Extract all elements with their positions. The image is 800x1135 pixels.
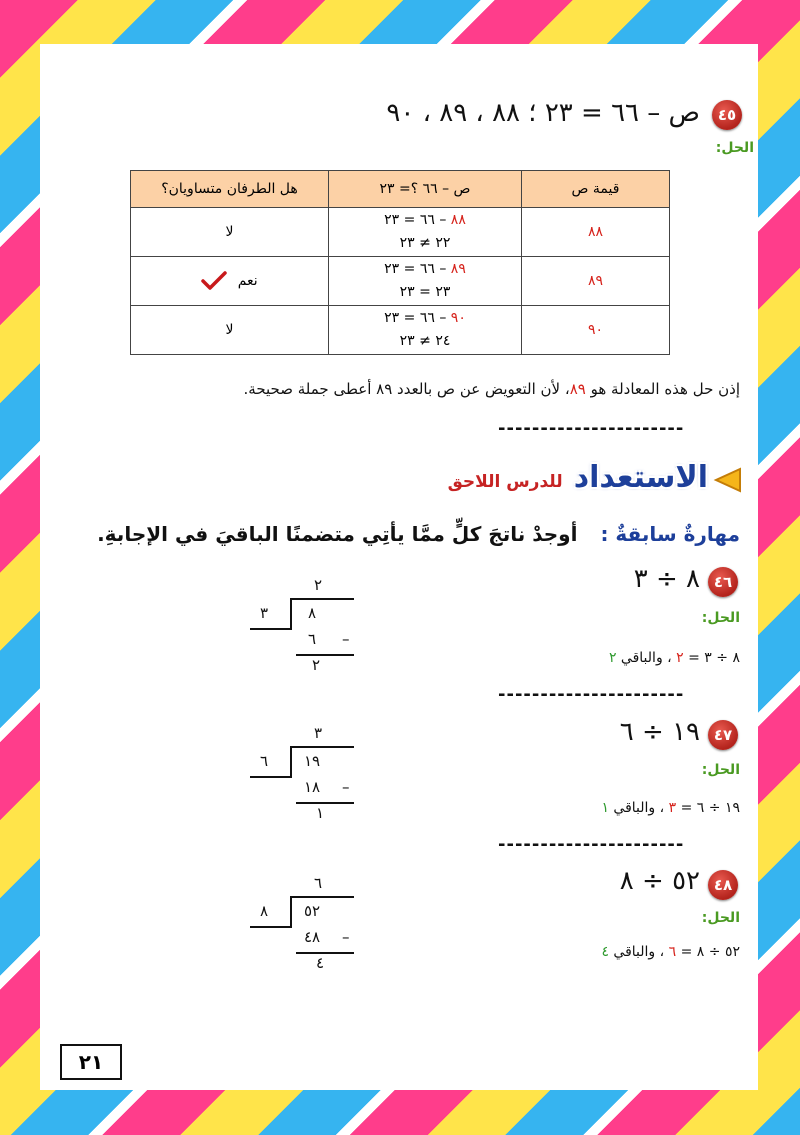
- division-bar: [290, 746, 354, 748]
- substituted-value: ٩٠: [450, 310, 466, 326]
- long-division-46: [246, 576, 366, 674]
- conclusion-part-b: ، لأن التعويض عن ص بالعدد ٨٩ أعطى جملة صحيحة.: [243, 380, 570, 398]
- answer-48-quotient: ٦: [668, 944, 677, 960]
- skill-label: مهارةٌ سابقةٌ :: [600, 522, 740, 546]
- division-divisor: ٣: [260, 604, 269, 622]
- cell-answer: لا: [131, 208, 329, 257]
- answer-46-quotient: ٢: [676, 650, 684, 666]
- expression-46: ٨ ÷ ٣: [633, 564, 700, 594]
- check-line2: ٢٢ ≠ ٢٣: [399, 235, 451, 251]
- minus-sign: –: [342, 630, 350, 648]
- answer-46-remainder: ٢: [608, 650, 617, 666]
- header-value-y: قيمة ص: [522, 171, 670, 208]
- check-icon: [201, 271, 227, 291]
- solution-label-47: الحل:: [701, 762, 740, 778]
- subtract-line: [296, 654, 354, 656]
- table-header-row: [131, 171, 670, 208]
- divisor-underline: [250, 776, 292, 778]
- answer-47-a: ١٩ ÷ ٦ =: [676, 800, 740, 816]
- division-remainder: ٢: [312, 656, 321, 674]
- division-divisor: ٦: [260, 752, 269, 770]
- page-number: ٢١: [60, 1044, 122, 1080]
- substituted-value: ٨٨: [450, 212, 466, 228]
- cell-check: [329, 306, 522, 355]
- division-remainder: ٤: [316, 954, 325, 972]
- check-line1: – ٦٦ = ٢٣: [384, 261, 451, 277]
- minus-sign: –: [342, 928, 350, 946]
- division-quotient: ٦: [314, 874, 323, 892]
- answer-46-b: ، والباقي: [616, 650, 677, 666]
- division-divisor: ٨: [260, 902, 269, 920]
- check-line2: ٢٣ = ٢٣: [399, 284, 451, 300]
- conclusion-text: [244, 380, 740, 398]
- answer-48-remainder: ٤: [601, 944, 609, 960]
- substituted-value: ٨٩: [450, 261, 466, 277]
- separator-line: ----------------------: [498, 834, 685, 855]
- subtract-line: [296, 802, 354, 804]
- division-quotient: ٣: [314, 724, 323, 742]
- cell-value: ٩٠: [522, 306, 670, 355]
- answer-48: [601, 944, 740, 960]
- separator-line: ----------------------: [498, 684, 685, 705]
- instruction-text: أوجدْ ناتجَ كلٍّ ممَّا يأتِي متضمنًا الباقيَ في الإجابةِ.: [97, 522, 578, 546]
- problem-badge-45: ٤٥: [712, 100, 742, 130]
- problem-badge-48: ٤٨: [708, 870, 738, 900]
- section-header: [448, 460, 708, 495]
- substitution-table: [130, 170, 670, 355]
- expression-47: ١٩ ÷ ٦: [619, 717, 700, 747]
- division-subtract: ١٨: [304, 778, 321, 796]
- division-bar: [290, 896, 354, 898]
- division-bracket: [290, 598, 292, 630]
- division-dividend: ٨: [308, 604, 317, 622]
- header-equal: هل الطرفان متساويان؟: [131, 171, 329, 208]
- separator-line: ----------------------: [498, 418, 685, 439]
- problem-badge-46: ٤٦: [708, 567, 738, 597]
- division-remainder: ١: [316, 804, 325, 822]
- cell-check: [329, 208, 522, 257]
- cell-answer: [131, 257, 329, 306]
- section-subtitle: للدرس اللاحق: [447, 472, 563, 492]
- skill-line: [97, 522, 740, 546]
- division-bracket: [290, 746, 292, 778]
- minus-sign: –: [342, 778, 350, 796]
- division-subtract: ٤٨: [304, 928, 321, 946]
- table-row: [131, 257, 670, 306]
- check-line1: – ٦٦ = ٢٣: [384, 212, 451, 228]
- check-line1: – ٦٦ = ٢٣: [384, 310, 451, 326]
- answer-48-b: ، والباقي: [608, 944, 669, 960]
- solution-label-48: الحل:: [701, 910, 740, 926]
- long-division-48: [246, 874, 366, 972]
- divisor-underline: [250, 628, 292, 630]
- division-dividend: ٥٢: [304, 902, 321, 920]
- table-row: [131, 306, 670, 355]
- cell-value: ٨٩: [522, 257, 670, 306]
- solution-label-45: الحل:: [715, 140, 754, 156]
- division-subtract: ٦: [308, 630, 317, 648]
- answer-46: [609, 650, 740, 666]
- header-check: ص – ٦٦ ؟= ٢٣: [329, 171, 522, 208]
- triangle-arrow-icon: [712, 465, 742, 495]
- problem-badge-47: ٤٧: [708, 720, 738, 750]
- division-bracket: [290, 896, 292, 928]
- section-title: الاستعداد: [573, 460, 708, 495]
- cell-value: ٨٨: [522, 208, 670, 257]
- answer-46-a: ٨ ÷ ٣ =: [683, 650, 740, 666]
- division-bar: [290, 598, 354, 600]
- long-division-47: [246, 724, 366, 822]
- worksheet-page: [40, 44, 758, 1090]
- answer-47-b: ، والباقي: [608, 800, 669, 816]
- answer-48-a: ٥٢ ÷ ٨ =: [676, 944, 740, 960]
- conclusion-part-a: إذن حل هذه المعادلة هو: [585, 380, 740, 398]
- answer-47-remainder: ١: [601, 800, 609, 816]
- answer-47: [601, 800, 740, 816]
- equation-45: ص – ٦٦ = ٢٣ ؛ ٨٨ ، ٨٩ ، ٩٠: [386, 98, 700, 128]
- conclusion-highlight: ٨٩: [569, 380, 586, 398]
- solution-label-46: الحل:: [701, 610, 740, 626]
- division-dividend: ١٩: [304, 752, 321, 770]
- subtract-line: [296, 952, 354, 954]
- check-line2: ٢٤ ≠ ٢٣: [399, 333, 451, 349]
- table-row: [131, 208, 670, 257]
- division-quotient: ٢: [314, 576, 323, 594]
- answer-47-quotient: ٣: [668, 800, 677, 816]
- expression-48: ٥٢ ÷ ٨: [619, 866, 700, 896]
- answer-yes: نعم: [237, 273, 258, 289]
- cell-answer: لا: [131, 306, 329, 355]
- cell-check: [329, 257, 522, 306]
- divisor-underline: [250, 926, 292, 928]
